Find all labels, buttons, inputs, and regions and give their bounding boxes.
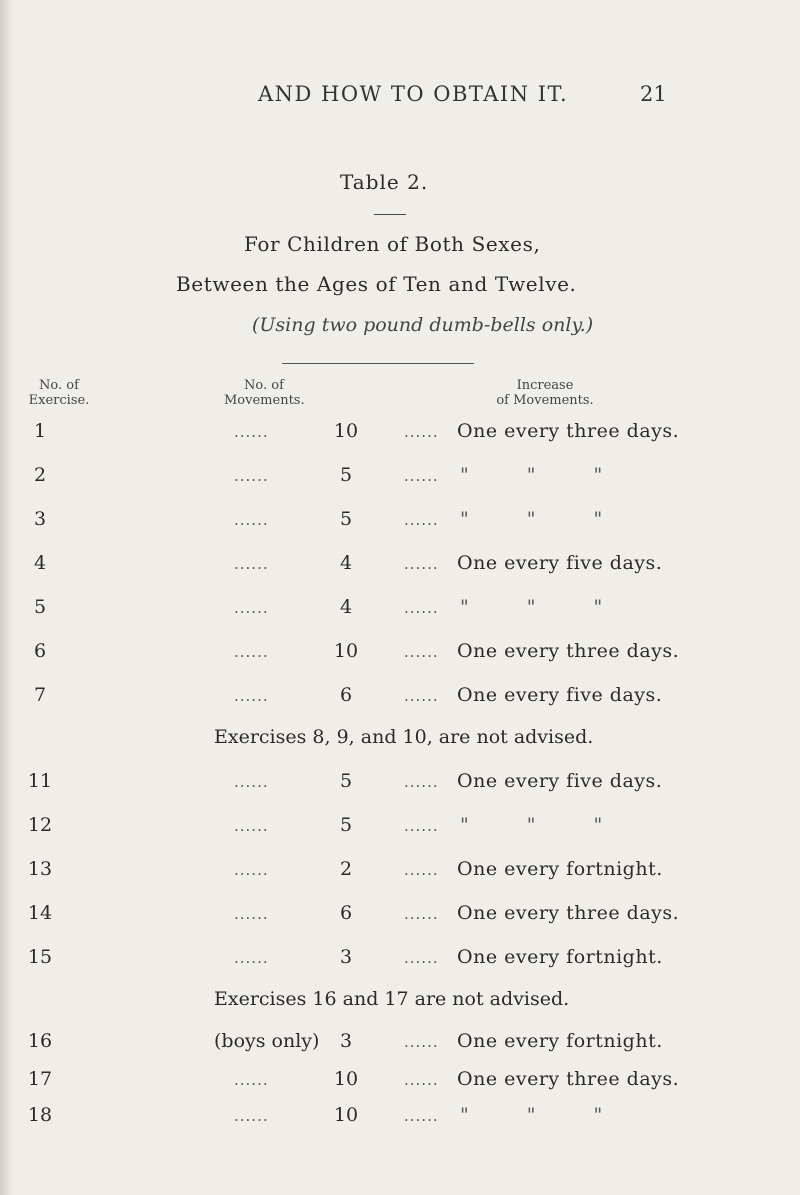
exercise-number: 2 xyxy=(33,464,47,486)
ditto-marks: " " " xyxy=(460,1104,629,1126)
subtitle-line-3: (Using two pound dumb-bells only.) xyxy=(252,314,594,336)
movements-count: 5 xyxy=(339,508,353,530)
table-row xyxy=(0,770,800,800)
leader-dots: ...... xyxy=(234,905,269,923)
page-header xyxy=(0,82,800,112)
table-row xyxy=(0,814,800,844)
leader-dots: ...... xyxy=(404,861,439,879)
increase-text: One every five days. xyxy=(457,684,663,706)
long-rule xyxy=(282,363,474,364)
exercise-number: 4 xyxy=(33,552,47,574)
leader-dots: ...... xyxy=(404,817,439,835)
leader-dots: ...... xyxy=(234,687,269,705)
column-header-exercise-line2: Exercise. xyxy=(28,393,90,408)
increase-text: One every three days. xyxy=(457,902,680,924)
table-row xyxy=(0,420,800,450)
movements-count: 6 xyxy=(339,684,353,706)
column-header-increase-line2: of Movements. xyxy=(496,393,594,408)
leader-dots: ...... xyxy=(404,1107,439,1125)
table-note: Exercises 8, 9, and 10, are not advised. xyxy=(214,726,594,748)
increase-text: One every five days. xyxy=(457,552,663,574)
movements-count: 5 xyxy=(339,464,353,486)
leader-dots: ...... xyxy=(234,1071,269,1089)
column-header-movements-line2: Movements. xyxy=(224,393,305,408)
table-title: Table 2. xyxy=(340,170,429,194)
leader-dots: ...... xyxy=(404,555,439,573)
exercise-number: 13 xyxy=(27,858,53,880)
leader-dots: ...... xyxy=(404,643,439,661)
leader-dots: ...... xyxy=(404,1033,439,1051)
leader-dots: ...... xyxy=(404,511,439,529)
leader-dots: ...... xyxy=(404,1071,439,1089)
leader-dots: ...... xyxy=(234,467,269,485)
leader-dots: ...... xyxy=(404,949,439,967)
leader-dots: ...... xyxy=(234,511,269,529)
table-row xyxy=(0,1068,800,1098)
increase-text: One every fortnight. xyxy=(457,1030,663,1052)
table-row xyxy=(0,1104,800,1134)
movements-count: 10 xyxy=(333,640,359,662)
table-row xyxy=(0,464,800,494)
movements-count: 10 xyxy=(333,1068,359,1090)
movements-count: 4 xyxy=(339,596,353,618)
table-row xyxy=(0,684,800,714)
table-row xyxy=(0,596,800,626)
leader-dots: ...... xyxy=(234,817,269,835)
exercise-number: 11 xyxy=(27,770,53,792)
movements-count: 5 xyxy=(339,814,353,836)
movements-count: 2 xyxy=(339,858,353,880)
leader-dots: ...... xyxy=(404,467,439,485)
leader-dots: ...... xyxy=(404,599,439,617)
increase-text: One every three days. xyxy=(457,420,680,442)
increase-text: One every fortnight. xyxy=(457,858,663,880)
column-header-movements xyxy=(224,378,304,408)
exercise-number: 7 xyxy=(33,684,47,706)
column-header-movements-line1: No. of xyxy=(244,378,284,393)
table-row xyxy=(0,552,800,582)
movements-count: 4 xyxy=(339,552,353,574)
leader-dots: ...... xyxy=(234,555,269,573)
leader-dots: ...... xyxy=(234,773,269,791)
exercise-number: 16 xyxy=(27,1030,53,1052)
exercise-number: 15 xyxy=(27,946,53,968)
increase-text: One every five days. xyxy=(457,770,663,792)
leader-dots: ...... xyxy=(234,1107,269,1125)
movements-count: 5 xyxy=(339,770,353,792)
column-header-exercise-line1: No. of xyxy=(39,378,79,393)
table-row xyxy=(0,902,800,932)
subtitle-line-1: For Children of Both Sexes, xyxy=(244,232,541,256)
exercise-number: 12 xyxy=(27,814,53,836)
exercise-number: 5 xyxy=(33,596,47,618)
page-number: 21 xyxy=(640,82,667,106)
movements-count: 6 xyxy=(339,902,353,924)
running-title: AND HOW TO OBTAIN IT. xyxy=(258,82,569,106)
exercise-number: 17 xyxy=(27,1068,53,1090)
exercise-number: 18 xyxy=(27,1104,53,1126)
table-note: Exercises 16 and 17 are not advised. xyxy=(214,988,570,1010)
table-row xyxy=(0,508,800,538)
leader-dots: ...... xyxy=(234,599,269,617)
boys-only-note: (boys only) xyxy=(214,1030,320,1052)
table-row xyxy=(0,1030,800,1060)
exercise-number: 6 xyxy=(33,640,47,662)
movements-count: 10 xyxy=(333,1104,359,1126)
leader-dots: ...... xyxy=(404,905,439,923)
column-header-exercise xyxy=(24,378,94,408)
ditto-marks: " " " xyxy=(460,814,629,836)
exercise-number: 14 xyxy=(27,902,53,924)
increase-text: One every three days. xyxy=(457,1068,680,1090)
subtitle-line-2: Between the Ages of Ten and Twelve. xyxy=(176,272,577,296)
exercise-number: 1 xyxy=(33,420,47,442)
increase-text: One every fortnight. xyxy=(457,946,663,968)
movements-count: 3 xyxy=(339,1030,353,1052)
leader-dots: ...... xyxy=(404,423,439,441)
column-header-increase xyxy=(480,378,610,408)
movements-count: 10 xyxy=(333,420,359,442)
table-row xyxy=(0,946,800,976)
ditto-marks: " " " xyxy=(460,508,629,530)
table-row xyxy=(0,640,800,670)
column-header-increase-line1: Increase xyxy=(516,378,574,393)
short-rule xyxy=(374,214,406,215)
movements-count: 3 xyxy=(339,946,353,968)
ditto-marks: " " " xyxy=(460,464,629,486)
leader-dots: ...... xyxy=(234,861,269,879)
table-row xyxy=(0,858,800,888)
leader-dots: ...... xyxy=(234,949,269,967)
increase-text: One every three days. xyxy=(457,640,680,662)
ditto-marks: " " " xyxy=(460,596,629,618)
leader-dots: ...... xyxy=(404,773,439,791)
exercise-number: 3 xyxy=(33,508,47,530)
leader-dots: ...... xyxy=(234,423,269,441)
leader-dots: ...... xyxy=(404,687,439,705)
leader-dots: ...... xyxy=(234,643,269,661)
